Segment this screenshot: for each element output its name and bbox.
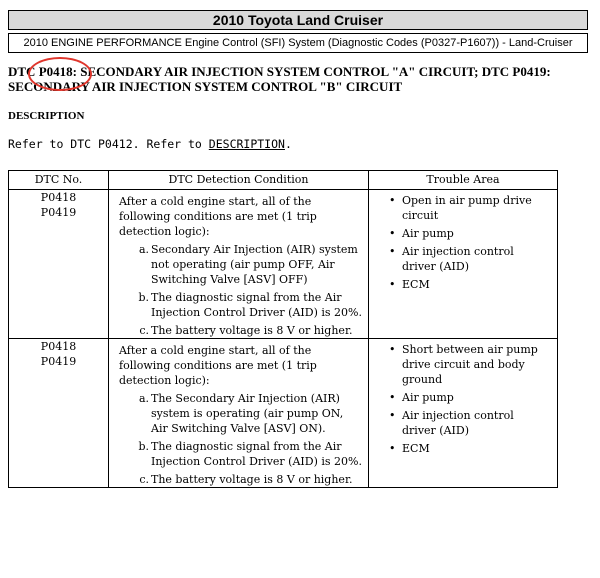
trouble-area-list <box>369 193 557 292</box>
bullet-icon: • <box>389 391 396 404</box>
dtc-heading <box>8 64 593 94</box>
highlight-circle-annotation <box>28 57 92 91</box>
condition-item <box>119 242 362 287</box>
refer-prefix: Refer to DTC P0412. Refer to <box>8 137 209 151</box>
condition-item <box>119 391 362 436</box>
bullet-icon: • <box>389 278 396 291</box>
trouble-area-text: Short between air pump drive circuit and body ground <box>402 343 538 386</box>
dtc-code-cell <box>9 339 109 488</box>
bullet-icon: • <box>389 194 396 207</box>
dtc-table <box>8 170 558 488</box>
dtc-code: P0418 <box>40 340 77 353</box>
detection-condition-cell <box>109 339 369 488</box>
trouble-area-list <box>369 342 557 456</box>
trouble-area-item <box>389 244 551 274</box>
description-link[interactable]: DESCRIPTION <box>208 137 285 151</box>
trouble-area-text: Air injection control driver (AID) <box>402 245 514 273</box>
table-row <box>9 190 558 339</box>
condition-text: The diagnostic signal from the Air Injection Control Driver (AID) is 20%. <box>151 440 362 468</box>
dtc-heading-line-1: DTC P0418: SECONDARY AIR INJECTION SYSTEM CONTROL "A" CIRCUIT; DTC P0419: <box>8 64 551 79</box>
dtc-heading-line-2: SECONDARY AIR INJECTION SYSTEM CONTROL "B" CIRCUIT <box>8 79 403 94</box>
bullet-icon: • <box>389 343 396 356</box>
trouble-area-text: Air pump <box>402 227 454 240</box>
condition-text: The battery voltage is 8 V or higher. <box>151 324 353 337</box>
refer-period: . <box>284 137 292 151</box>
condition-marker: b. <box>138 291 149 304</box>
condition-marker: a. <box>138 243 149 256</box>
dtc-code: P0419 <box>40 355 77 368</box>
condition-list <box>109 391 368 487</box>
trouble-area-text: ECM <box>402 278 430 291</box>
condition-list <box>109 242 368 338</box>
condition-intro: After a cold engine start, all of the following conditions are met (1 trip detection logic): <box>119 344 317 387</box>
trouble-area-item <box>389 390 551 405</box>
table-row <box>9 339 558 488</box>
condition-marker: c. <box>139 324 149 337</box>
trouble-area-text: Air pump <box>402 391 454 404</box>
refer-text <box>8 137 292 151</box>
document-title: 2010 Toyota Land Cruiser <box>8 10 588 30</box>
condition-marker: b. <box>138 440 149 453</box>
condition-marker: c. <box>139 473 149 486</box>
trouble-area-item <box>389 441 551 456</box>
bullet-icon: • <box>389 442 396 455</box>
bullet-icon: • <box>389 409 396 422</box>
condition-item <box>119 472 362 487</box>
condition-item <box>119 290 362 320</box>
condition-text: The battery voltage is 8 V or higher. <box>151 473 353 486</box>
condition-item <box>119 439 362 469</box>
trouble-area-text: Open in air pump drive circuit <box>402 194 532 222</box>
trouble-area-item <box>389 193 551 223</box>
trouble-area-cell <box>369 190 558 339</box>
condition-text: The diagnostic signal from the Air Injection Control Driver (AID) is 20%. <box>151 291 362 319</box>
trouble-area-item <box>389 277 551 292</box>
trouble-area-item <box>389 226 551 241</box>
condition-intro: After a cold engine start, all of the following conditions are met (1 trip detection logic): <box>119 195 317 238</box>
header-dtc-no: DTC No. <box>9 171 109 190</box>
trouble-area-item <box>389 408 551 438</box>
bullet-icon: • <box>389 227 396 240</box>
condition-marker: a. <box>138 392 149 405</box>
dtc-code: P0418 <box>40 191 77 204</box>
dtc-code: P0419 <box>40 206 77 219</box>
condition-item <box>119 323 362 338</box>
header-detection-condition: DTC Detection Condition <box>109 171 369 190</box>
description-heading: DESCRIPTION <box>8 110 85 122</box>
dtc-code-cell <box>9 190 109 339</box>
document-subtitle: 2010 ENGINE PERFORMANCE Engine Control (SFI) System (Diagnostic Codes (P0327-P1607)) - Land-Cruiser <box>8 33 588 53</box>
header-trouble-area: Trouble Area <box>369 171 558 190</box>
trouble-area-text: Air injection control driver (AID) <box>402 409 514 437</box>
trouble-area-item <box>389 342 551 387</box>
trouble-area-text: ECM <box>402 442 430 455</box>
bullet-icon: • <box>389 245 396 258</box>
condition-text: Secondary Air Injection (AIR) system not operating (air pump OFF, Air Switching Valve [ASV] OFF) <box>151 243 358 286</box>
condition-text: The Secondary Air Injection (AIR) system is operating (air pump ON, Air Switching Valve [ASV] ON). <box>151 392 344 435</box>
table-header-row <box>9 171 558 190</box>
detection-condition-cell <box>109 190 369 339</box>
trouble-area-cell <box>369 339 558 488</box>
